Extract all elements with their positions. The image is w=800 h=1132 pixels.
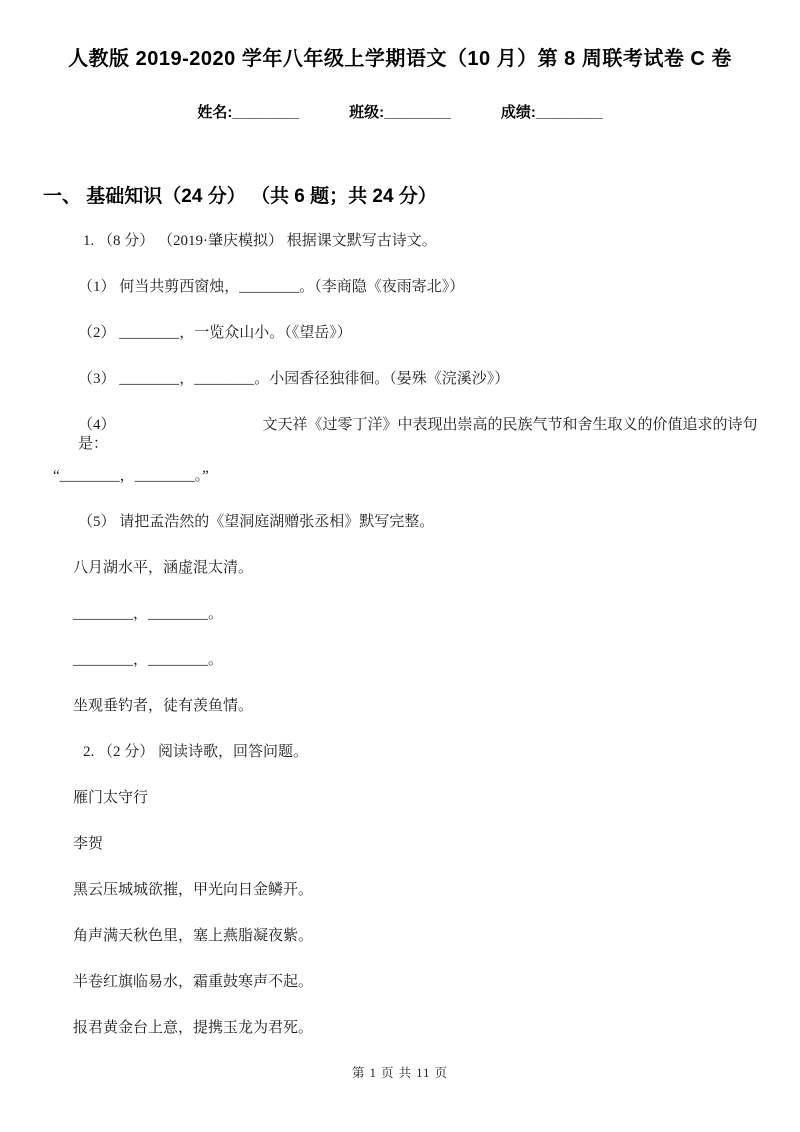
poem-line: 黑云压城城欲摧，甲光向日金鳞开。 (73, 882, 314, 898)
name-label: 姓名: (197, 104, 233, 121)
question-1-stem: 1. （8 分） （2019·肇庆模拟） 根据课文默写古诗文。 (83, 233, 437, 249)
question-1-item-1: （1） 何当共剪西窗烛，________。（李商隐《夜雨寄北》） (78, 279, 465, 295)
class-field (349, 103, 451, 122)
header-fields (35, 103, 765, 122)
question-1-item-3: （3） ________，________。小园香径独徘徊。（晏殊《浣溪沙》） (78, 371, 510, 387)
question-1-item-2: （2） ________，一览众山小。（《望岳》） (78, 325, 352, 341)
poem-title: 雁门太守行 (73, 790, 149, 806)
score-field (501, 103, 603, 122)
exam-title: 人教版 2019-2020 学年八年级上学期语文（10 月）第 8 周联考试卷 C 卷 (68, 48, 732, 70)
score-label: 成绩: (500, 104, 536, 121)
item-4-text: 文天祥《过零丁洋》中表现出崇高的民族气节和舍生取义的价值追求的诗句是： (78, 417, 758, 452)
section-heading: 一、 基础知识（24 分） （共 6 题；共 24 分） (43, 186, 437, 207)
poem-line: 半卷红旗临易水，霜重鼓寒声不起。 (73, 974, 314, 990)
question-2-stem: 2. （2 分） 阅读诗歌，回答问题。 (83, 744, 309, 760)
class-blank: ________ (384, 104, 451, 121)
poem-line: 报君黄金台上意，提携玉龙为君死。 (73, 1020, 314, 1036)
poem-blank-line-1: ________，________。 (73, 606, 224, 622)
poem-line: 角声满天秋色里，塞上燕脂凝夜紫。 (73, 928, 314, 944)
poem-line-closing: 坐观垂钓者，徒有羡鱼情。 (73, 698, 254, 714)
name-blank: ________ (232, 104, 300, 121)
poem-line-opening: 八月湖水平，涵虚混太清。 (73, 560, 254, 576)
question-1-item-4 (78, 416, 765, 454)
question-1-item-4-answer-line: “________，________。” (53, 468, 209, 484)
poem-author: 李贺 (73, 836, 104, 852)
question-1-item-5: （5） 请把孟浩然的《望洞庭湖赠张丞相》默写完整。 (78, 514, 435, 530)
score-blank: ________ (535, 104, 603, 121)
page-footer: 第 1 页 共 11 页 (352, 1066, 448, 1080)
class-label: 班级: (349, 104, 385, 121)
item-4-marker: （4） (78, 417, 116, 433)
name-field (197, 103, 299, 122)
poem-blank-line-2: ________，________。 (73, 652, 224, 668)
